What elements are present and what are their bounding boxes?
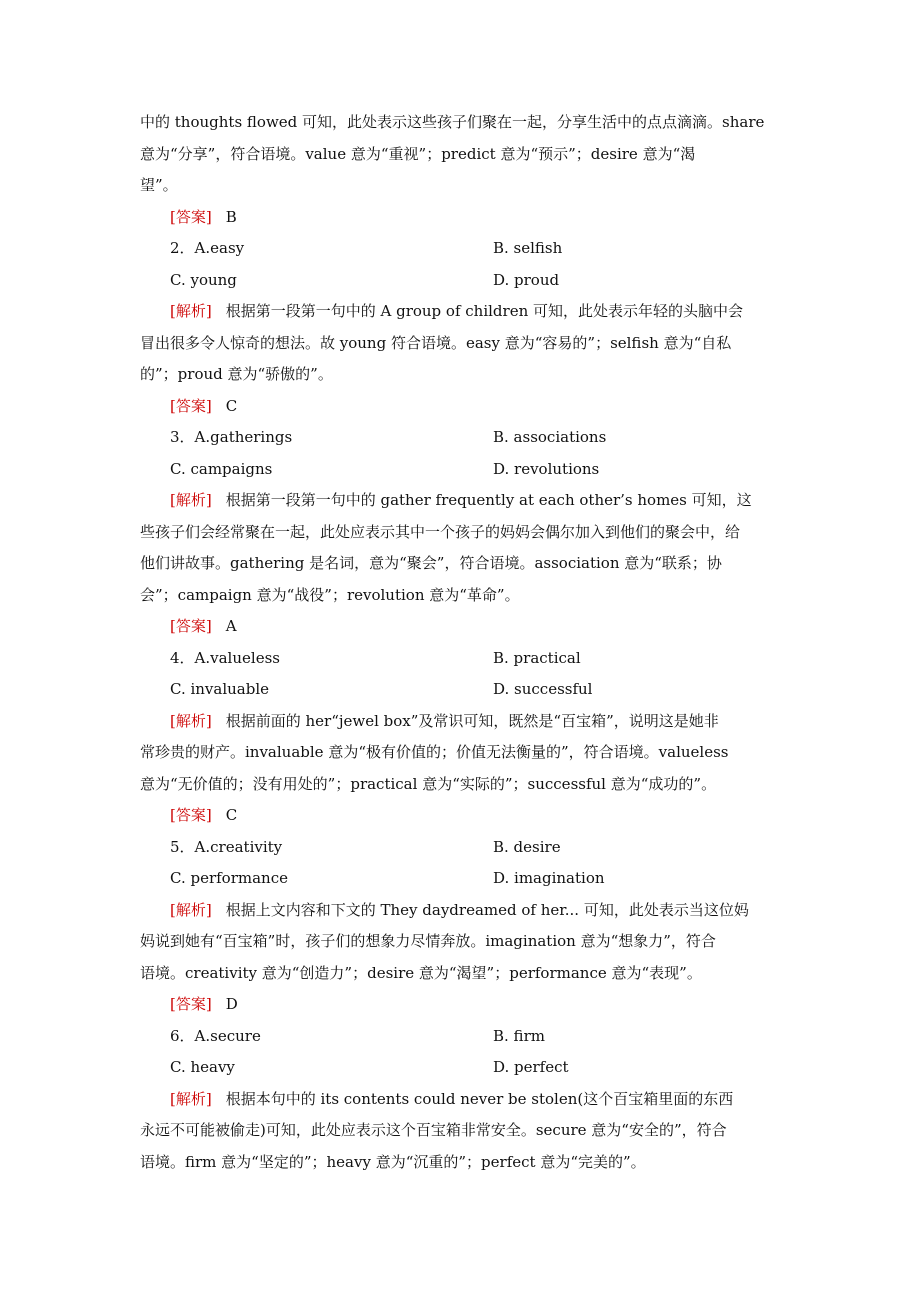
answer-label: [答案] <box>170 207 212 226</box>
option-d: D. imagination <box>493 869 605 887</box>
options-row <box>140 863 790 895</box>
option-b: B. selfish <box>493 239 563 257</box>
explanation-label: [解析] <box>170 302 212 320</box>
explanation-first-line <box>140 706 790 738</box>
options-row <box>140 1052 790 1084</box>
options-row <box>140 832 790 864</box>
options-row <box>140 265 790 297</box>
answer-line <box>140 989 790 1021</box>
option-a: 2．A.easy <box>170 239 245 257</box>
explanation-text: 根据第一段第一句中的 gather frequently at each other’s homes 可知，这 <box>225 491 752 509</box>
explanation-line: 冒出很多令人惊奇的想法。故 young 符合语境。easy 意为“容易的”；selfish 意为“自私 <box>140 333 732 352</box>
answer-label: [答案] <box>170 806 212 824</box>
option-c: C. young <box>170 270 237 289</box>
answer-value: C <box>225 396 238 415</box>
explanation-text: 根据上文内容和下文的 They daydreamed of her... 可知，此处表示当这位妈 <box>225 900 749 919</box>
options-row <box>140 1021 790 1053</box>
option-c: C. heavy <box>170 1058 235 1076</box>
explanation-line: 的”；proud 意为“骄傲的”。 <box>140 365 333 383</box>
answer-value: C <box>225 806 238 824</box>
explanation-first-line <box>140 485 790 517</box>
explanation-text: 根据本句中的 its contents could never be stolen(这个百宝箱里面的东西 <box>225 1089 734 1108</box>
explanation-first-line <box>140 895 790 927</box>
option-b: B. practical <box>493 648 581 667</box>
explanation-line: 语境。firm 意为“坚定的”；heavy 意为“沉重的”；perfect 意为“完美的”。 <box>140 1152 646 1171</box>
explanation-label: [解析] <box>170 711 212 730</box>
intro-line: 中的 thoughts flowed 可知，此处表示这些孩子们聚在一起，分享生活中的点点滴滴。share <box>140 113 765 131</box>
option-d: D. revolutions <box>493 459 600 478</box>
intro-line: 望”。 <box>140 176 178 194</box>
answer-line <box>140 611 790 643</box>
answer-line <box>140 800 790 832</box>
intro-line: 意为“分享”，符合语境。value 意为“重视”；predict 意为“预示”；desire 意为“渴 <box>140 144 696 163</box>
explanation-first-line <box>140 1084 790 1116</box>
option-b: B. associations <box>493 428 607 446</box>
option-b: B. firm <box>493 1026 545 1045</box>
options-row <box>140 422 790 454</box>
explanation-first-line <box>140 296 790 328</box>
answer-line <box>140 391 790 423</box>
answer-label: [答案] <box>170 995 212 1013</box>
explanation-line: 些孩子们会经常聚在一起，此处应表示其中一个孩子的妈妈会偶尔加入到他们的聚会中，给 <box>140 522 741 541</box>
options-row <box>140 233 790 265</box>
answer-value: D <box>225 995 238 1013</box>
answer-label: [答案] <box>170 617 212 635</box>
explanation-text: 根据前面的 her“jewel box”及常识可知，既然是“百宝箱”，说明这是她非 <box>225 711 719 730</box>
answer-value: B <box>225 207 237 226</box>
answer-label: [答案] <box>170 396 212 415</box>
option-a: 3．A.gatherings <box>170 428 293 446</box>
explanation-line: 他们讲故事。gathering 是名词，意为“聚会”，符合语境。association 意为“联系；协 <box>140 554 722 572</box>
options-row <box>140 674 790 706</box>
option-a: 4．A.valueless <box>170 648 280 667</box>
explanation-line: 永远不可能被偷走)可知，此处应表示这个百宝箱非常安全。secure 意为“安全的”，符合 <box>140 1121 727 1139</box>
option-d: D. successful <box>493 680 593 698</box>
option-d: D. proud <box>493 270 560 289</box>
answer-line-q1 <box>140 202 790 234</box>
explanation-line: 妈说到她有“百宝箱”时，孩子们的想象力尽情奔放。imagination 意为“想象力”，符合 <box>140 932 716 950</box>
option-b: B. desire <box>493 837 561 856</box>
explanation-line: 语境。creativity 意为“创造力”；desire 意为“渴望”；performance 意为“表现”。 <box>140 963 702 982</box>
explanation-label: [解析] <box>170 1089 212 1108</box>
explanation-label: [解析] <box>170 900 212 919</box>
options-row <box>140 454 790 486</box>
explanation-line: 会”；campaign 意为“战役”；revolution 意为“革命”。 <box>140 585 520 604</box>
option-d: D. perfect <box>493 1058 569 1076</box>
explanation-line: 意为“无价值的；没有用处的”；practical 意为“实际的”；successful 意为“成功的”。 <box>140 774 717 793</box>
document-content <box>140 107 790 1178</box>
option-c: C. performance <box>170 869 288 887</box>
option-a: 5．A.creativity <box>170 837 283 856</box>
options-row <box>140 643 790 675</box>
option-c: C. invaluable <box>170 680 270 698</box>
option-c: C. campaigns <box>170 459 273 478</box>
answer-value: A <box>225 617 237 635</box>
explanation-label: [解析] <box>170 491 212 509</box>
option-a: 6．A.secure <box>170 1026 261 1045</box>
explanation-line: 常珍贵的财产。invaluable 意为“极有价值的；价值无法衡量的”，符合语境。valueless <box>140 743 729 761</box>
explanation-text: 根据第一段第一句中的 A group of children 可知，此处表示年轻的头脑中会 <box>225 302 744 320</box>
